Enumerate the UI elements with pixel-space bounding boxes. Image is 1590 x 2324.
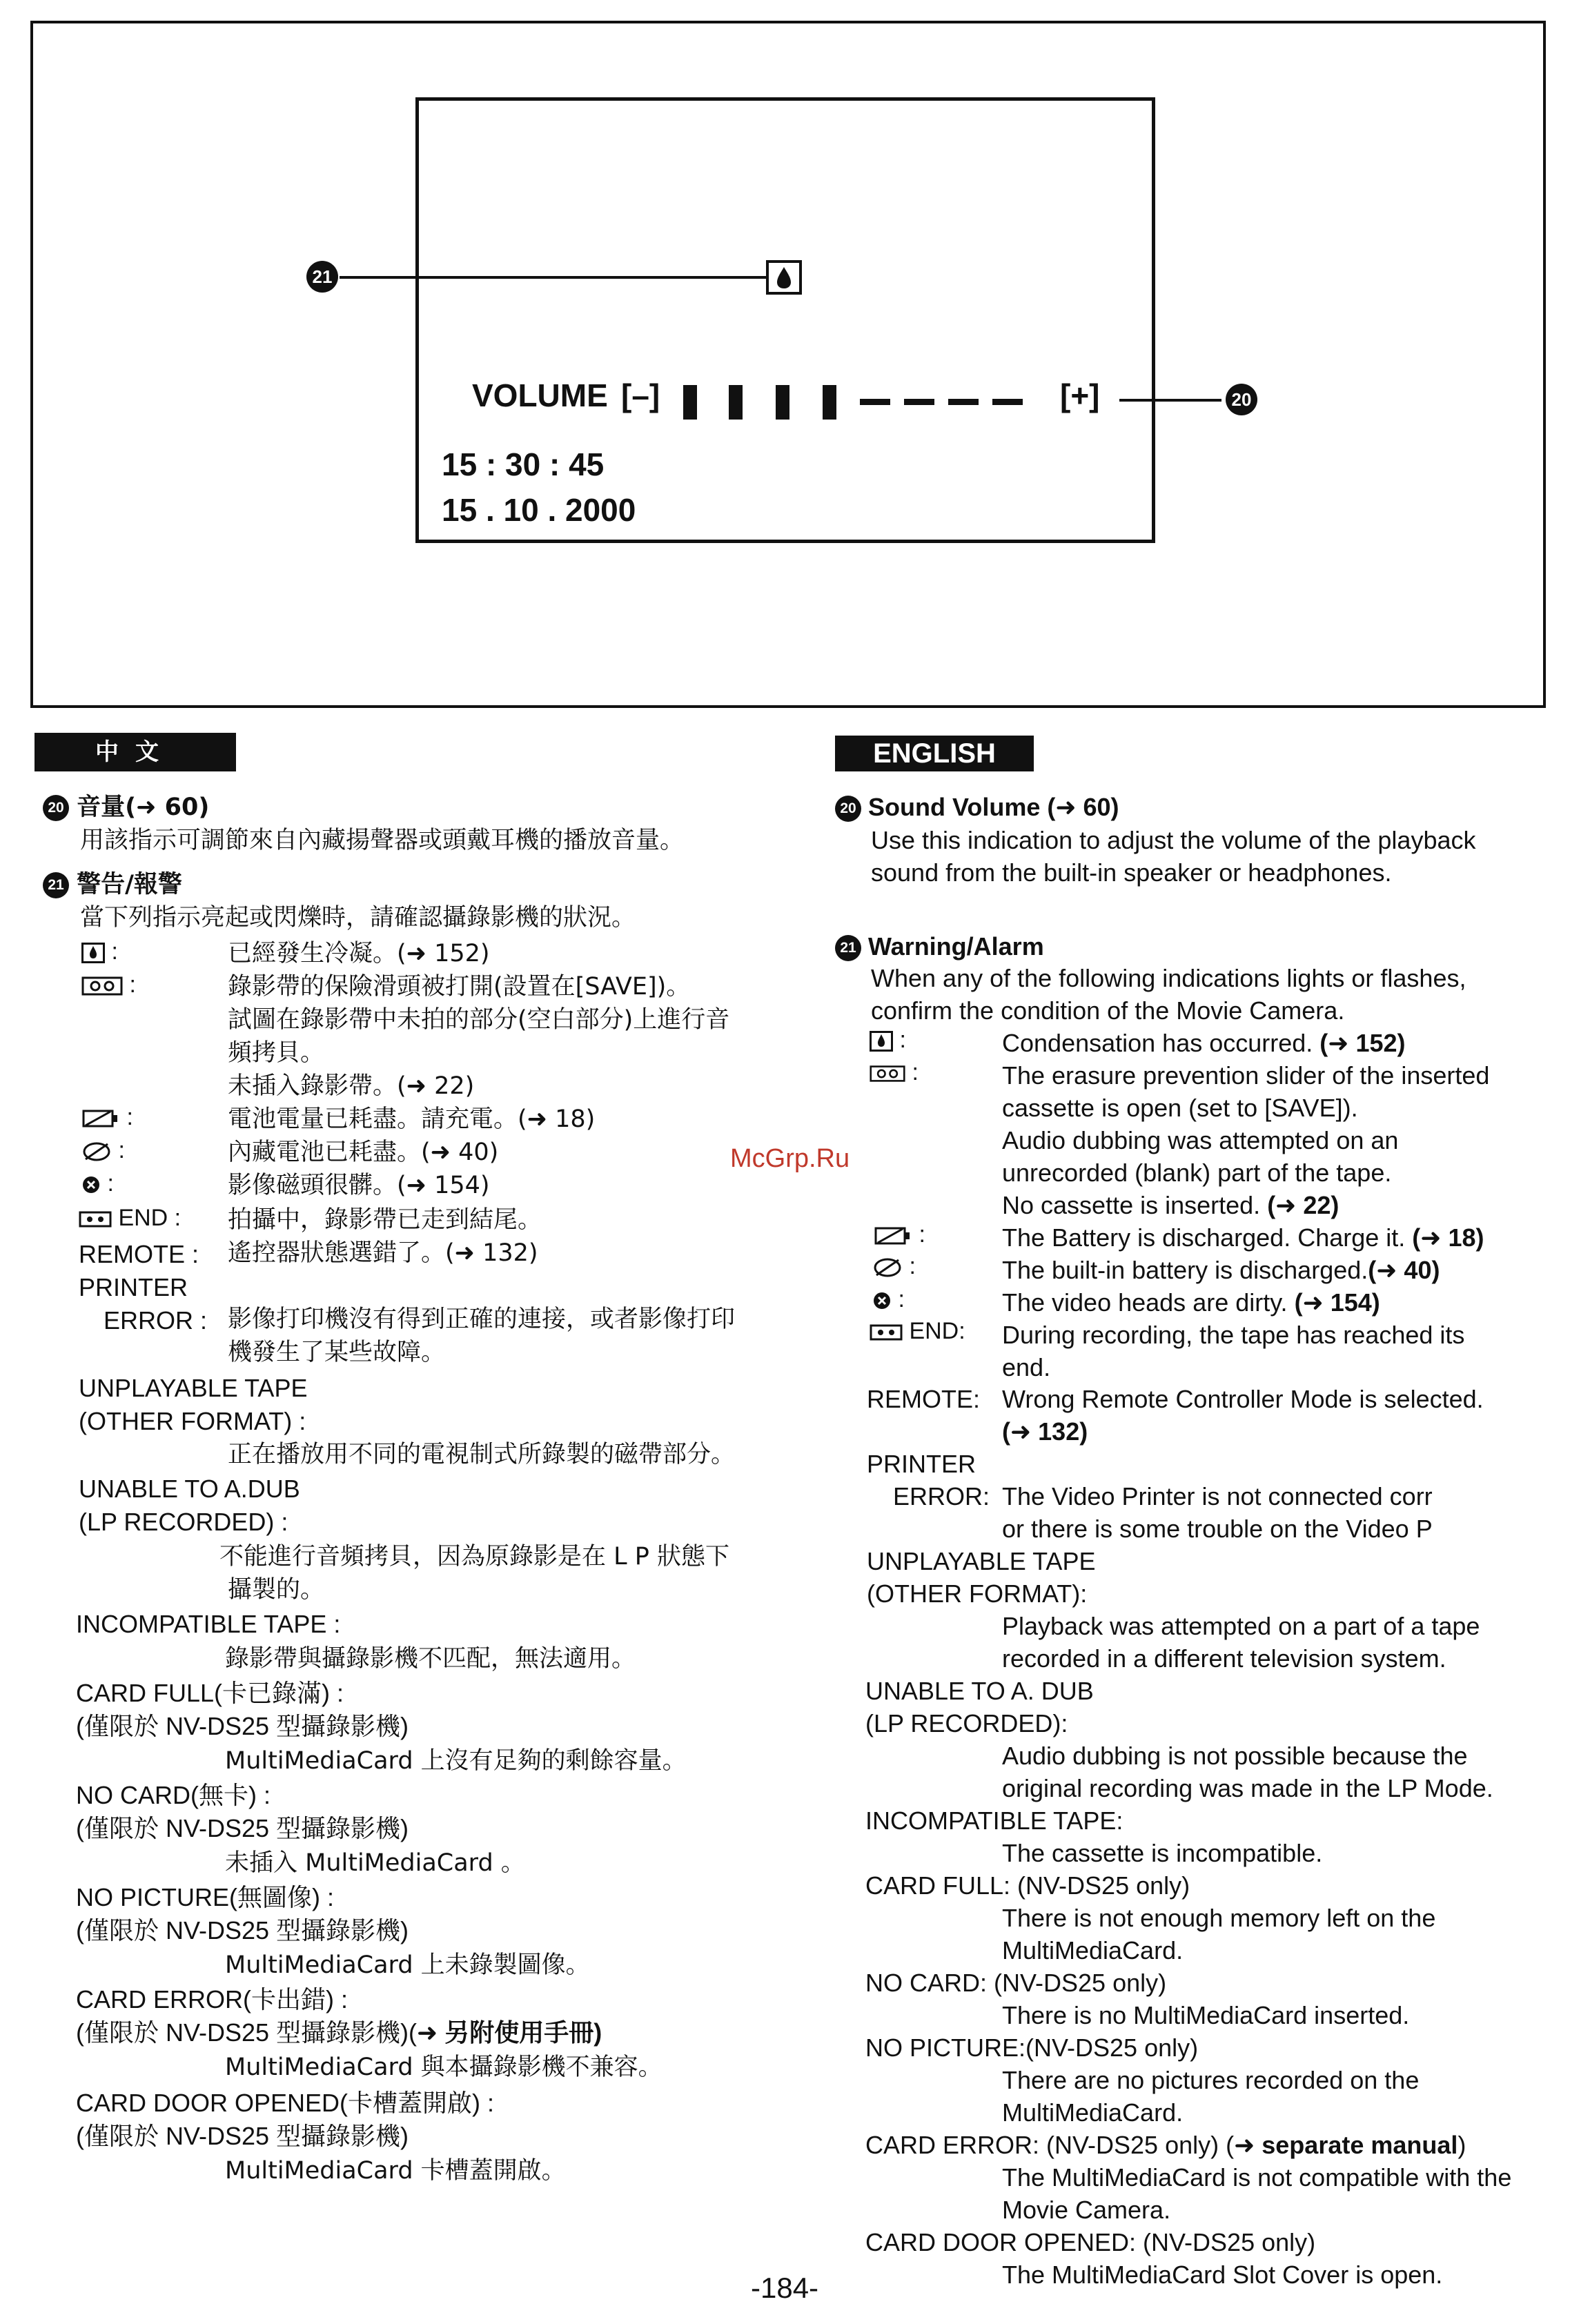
en-desc: During recording, the tape has reached its <box>1002 1321 1465 1349</box>
en-battery-label: : <box>874 1221 925 1248</box>
en-desc: MultiMediaCard. <box>1002 1936 1184 1964</box>
zh-card-full-label: CARD FULL(卡已錄滿) : <box>76 1679 344 1707</box>
zh-error-label: ERROR : <box>104 1306 208 1335</box>
volume-bar-empty-segment <box>948 399 979 405</box>
zh-card-error-model: (僅限於 NV-DS25 型攝錄影機)(➜ 另附使用手冊) <box>76 2018 602 2047</box>
en-lp-recorded-label: (LP RECORDED): <box>865 1709 1068 1737</box>
zh-heads-dirty-label: : <box>81 1170 114 1197</box>
en-desc: The MultiMediaCard is not compatible with the <box>1002 2163 1512 2192</box>
zh-no-picture-label: NO PICTURE(無圖像) : <box>76 1883 334 1911</box>
date-display: 15 . 10 . 2000 <box>442 492 636 528</box>
zh-incompatible-label: INCOMPATIBLE TAPE : <box>76 1610 341 1638</box>
en-unplayable-label: UNPLAYABLE TAPE <box>867 1547 1096 1575</box>
en-desc: original recording was made in the LP Mode. <box>1002 1774 1493 1802</box>
zh-desc: 未插入錄影帶。(➜ 22) <box>228 1072 475 1100</box>
en-heads-dirty-label: : <box>872 1286 905 1313</box>
en-desc: The cassette is incompatible. <box>1002 1839 1323 1867</box>
tape-end-icon <box>79 1210 112 1229</box>
zh-desc: 攝製的。 <box>228 1576 325 1604</box>
en-item-21-title: Warning/Alarm <box>868 932 1044 961</box>
volume-bar-empty-segment <box>904 399 934 405</box>
drop-icon <box>769 263 799 292</box>
en-item-20-desc: Use this indication to adjust the volume of the playback <box>871 826 1476 854</box>
en-desc: Movie Camera. <box>1002 2196 1171 2224</box>
english-section-header: ENGLISH <box>835 736 1034 771</box>
zh-card-door-model: (僅限於 NV-DS25 型攝錄影機) <box>76 2122 409 2150</box>
en-builtin-battery-label: : <box>872 1253 916 1280</box>
callout-20-leader <box>1119 399 1221 402</box>
cassette-icon <box>870 1063 905 1084</box>
en-desc: (➜ 132) <box>1002 1417 1088 1446</box>
en-desc: No cassette is inserted. (➜ 22) <box>1002 1191 1339 1219</box>
zh-battery-label: : <box>81 1104 133 1131</box>
zh-item-20 <box>43 791 209 825</box>
volume-bar-segment <box>776 385 789 420</box>
en-desc: Audio dubbing was attempted on an <box>1002 1126 1399 1154</box>
zh-builtin-battery-label: : <box>81 1137 125 1164</box>
builtin-battery-icon <box>81 1140 112 1163</box>
zh-item-20-title: 音量(➜ 60) <box>77 794 210 821</box>
zh-desc: MultiMediaCard 上未錄製圖像。 <box>225 1951 590 1979</box>
en-condensation-label: : <box>870 1027 906 1054</box>
en-error-label: ERROR: <box>893 1482 990 1510</box>
en-desc: end. <box>1002 1353 1051 1381</box>
en-item-20 <box>835 791 1119 823</box>
battery-empty-icon <box>874 1225 912 1247</box>
en-desc: The Video Printer is not connected corr <box>1002 1482 1433 1510</box>
en-printer-label: PRINTER <box>867 1450 976 1478</box>
zh-desc: 錄影帶與攝錄影機不匹配，無法適用。 <box>225 1645 636 1673</box>
zh-desc: 已經發生冷凝。(➜ 152) <box>228 940 490 967</box>
zh-desc: MultiMediaCard 上沒有足夠的剩餘容量。 <box>225 1747 687 1775</box>
zh-no-card-model: (僅限於 NV-DS25 型攝錄影機) <box>76 1814 409 1842</box>
cassette-icon <box>81 976 123 996</box>
zh-desc: 未插入 MultiMediaCard 。 <box>225 1849 525 1877</box>
volume-label: VOLUME <box>472 377 608 413</box>
en-desc: unrecorded (blank) part of the tape. <box>1002 1159 1392 1187</box>
zh-unplayable-label: UNPLAYABLE TAPE <box>79 1374 308 1402</box>
zh-item-21-title: 警告/報警 <box>77 871 182 898</box>
zh-desc: MultiMediaCard 卡槽蓋開啟。 <box>225 2157 566 2185</box>
watermark: McGrp.Ru <box>730 1144 850 1173</box>
volume-bar-segment <box>823 385 836 420</box>
zh-item-20-desc: 用該指示可調節來自內藏揚聲器或頭戴耳機的播放音量。 <box>80 827 685 854</box>
en-desc: The erasure prevention slider of the inserted <box>1002 1061 1490 1090</box>
en-item-21-intro: When any of the following indications lights or flashes, <box>871 964 1466 992</box>
zh-desc: 電池電量已耗盡。請充電。(➜ 18) <box>228 1105 596 1133</box>
zh-other-format-label: (OTHER FORMAT) : <box>79 1407 306 1435</box>
en-desc: The MultiMediaCard Slot Cover is open. <box>1002 2261 1443 2289</box>
en-card-full-label: CARD FULL: (NV-DS25 only) <box>865 1871 1190 1900</box>
zh-no-picture-model: (僅限於 NV-DS25 型攝錄影機) <box>76 1916 409 1944</box>
page-number: -184- <box>751 2272 819 2304</box>
zh-desc: 影像打印機沒有得到正確的連接，或者影像打印 <box>228 1306 736 1333</box>
callout-21: 21 <box>306 261 338 293</box>
en-desc: MultiMediaCard. <box>1002 2098 1184 2127</box>
zh-lp-recorded-label: (LP RECORDED) : <box>79 1508 288 1536</box>
en-desc: The Battery is discharged. Charge it. (➜ 18) <box>1002 1223 1484 1252</box>
drop-icon <box>870 1031 893 1052</box>
en-desc: recorded in a different television system. <box>1002 1644 1446 1673</box>
en-cassette-label: : <box>870 1059 919 1086</box>
zh-cassette-label: : <box>81 972 136 998</box>
en-other-format-label: (OTHER FORMAT): <box>867 1579 1088 1608</box>
zh-end-label: END : <box>79 1205 181 1232</box>
tape-end-icon <box>870 1323 903 1342</box>
en-desc: cassette is open (set to [SAVE]). <box>1002 1094 1358 1122</box>
zh-desc: 影像磁頭很髒。(➜ 154) <box>228 1172 490 1199</box>
volume-bar-segment <box>683 385 697 420</box>
en-no-picture-label: NO PICTURE:(NV-DS25 only) <box>865 2034 1199 2062</box>
zh-desc: 正在播放用不同的電視制式所錄製的磁帶部分。 <box>228 1441 736 1468</box>
callout-21-leader <box>340 276 766 279</box>
en-item-21-intro: confirm the condition of the Movie Camera. <box>871 996 1345 1025</box>
zh-remote-label: REMOTE : <box>79 1240 199 1268</box>
en-no-card-label: NO CARD: (NV-DS25 only) <box>865 1969 1167 1997</box>
zh-unable-adub-label: UNABLE TO A.DUB <box>79 1475 300 1503</box>
en-desc: The built-in battery is discharged.(➜ 40) <box>1002 1256 1440 1284</box>
en-desc: There is no MultiMediaCard inserted. <box>1002 2001 1410 2029</box>
en-incompatible-label: INCOMPATIBLE TAPE: <box>865 1806 1123 1835</box>
bullet-20: 20 <box>835 796 861 822</box>
zh-desc: 試圖在錄影帶中未拍的部分(空白部分)上進行音 <box>228 1006 730 1034</box>
en-remote-label: REMOTE: <box>867 1385 981 1413</box>
en-end-label: END: <box>870 1318 965 1345</box>
volume-bar-segment <box>729 385 743 420</box>
en-desc: Audio dubbing is not possible because the <box>1002 1742 1468 1770</box>
zh-desc: 機發生了某些故障。 <box>228 1339 446 1366</box>
en-desc: or there is some trouble on the Video P <box>1002 1515 1433 1543</box>
bullet-21: 21 <box>43 872 69 898</box>
callout-20: 20 <box>1226 384 1257 415</box>
en-unable-adub-label: UNABLE TO A. DUB <box>865 1677 1094 1705</box>
zh-desc: MultiMediaCard 與本攝錄影機不兼容。 <box>225 2054 662 2081</box>
en-desc: There is not enough memory left on the <box>1002 1904 1436 1932</box>
en-card-error-label: CARD ERROR: (NV-DS25 only) (➜ separate manual) <box>865 2131 1466 2159</box>
zh-item-21-intro: 當下列指示亮起或閃爍時，請確認攝錄影機的狀況。 <box>80 904 636 932</box>
drop-icon <box>81 943 105 963</box>
bullet-21: 21 <box>835 935 861 961</box>
en-item-20-title: Sound Volume (➜ 60) <box>868 793 1119 821</box>
zh-condensation-label: : <box>81 938 118 965</box>
zh-card-full-model: (僅限於 NV-DS25 型攝錄影機) <box>76 1712 409 1740</box>
time-display: 15 : 30 : 45 <box>442 446 605 482</box>
volume-minus: [–] <box>621 377 660 413</box>
en-desc: There are no pictures recorded on the <box>1002 2066 1420 2094</box>
zh-desc: 錄影帶的保險滑頭被打開(設置在[SAVE])。 <box>228 973 691 1001</box>
en-item-20-desc: sound from the built-in speaker or headphones. <box>871 858 1392 887</box>
chinese-section-header: 中文 <box>35 733 236 771</box>
en-card-door-label: CARD DOOR OPENED: (NV-DS25 only) <box>865 2228 1316 2256</box>
en-desc: Wrong Remote Controller Mode is selected. <box>1002 1385 1484 1413</box>
zh-desc: 內藏電池已耗盡。(➜ 40) <box>228 1139 499 1166</box>
zh-card-error-label: CARD ERROR(卡出錯) : <box>76 1985 348 2013</box>
builtin-battery-icon <box>872 1256 903 1279</box>
zh-item-21 <box>43 868 182 902</box>
zh-desc: 拍攝中，錄影帶已走到結尾。 <box>228 1206 542 1234</box>
condensation-indicator <box>766 260 802 295</box>
heads-dirty-icon <box>872 1291 892 1310</box>
zh-desc: 遙控器狀態選錯了。(➜ 132) <box>228 1239 538 1267</box>
zh-desc: 頻拷貝。 <box>228 1039 325 1067</box>
bullet-20: 20 <box>43 795 69 821</box>
volume-bar-empty-segment <box>860 399 890 405</box>
battery-empty-icon <box>81 1107 120 1130</box>
zh-printer-label: PRINTER <box>79 1273 188 1301</box>
zh-card-door-label: CARD DOOR OPENED(卡槽蓋開啟) : <box>76 2089 495 2117</box>
zh-no-card-label: NO CARD(無卡) : <box>76 1781 271 1809</box>
volume-plus: [+] <box>1060 377 1100 413</box>
heads-dirty-icon <box>81 1175 101 1194</box>
en-desc: The video heads are dirty. (➜ 154) <box>1002 1288 1380 1317</box>
en-item-21 <box>835 930 1044 963</box>
en-desc: Condensation has occurred. (➜ 152) <box>1002 1029 1406 1057</box>
en-desc: Playback was attempted on a part of a tape <box>1002 1612 1480 1640</box>
zh-desc: 不能進行音頻拷貝，因為原錄影是在 L P 狀態下 <box>219 1543 729 1570</box>
volume-bar-empty-segment <box>992 399 1023 405</box>
